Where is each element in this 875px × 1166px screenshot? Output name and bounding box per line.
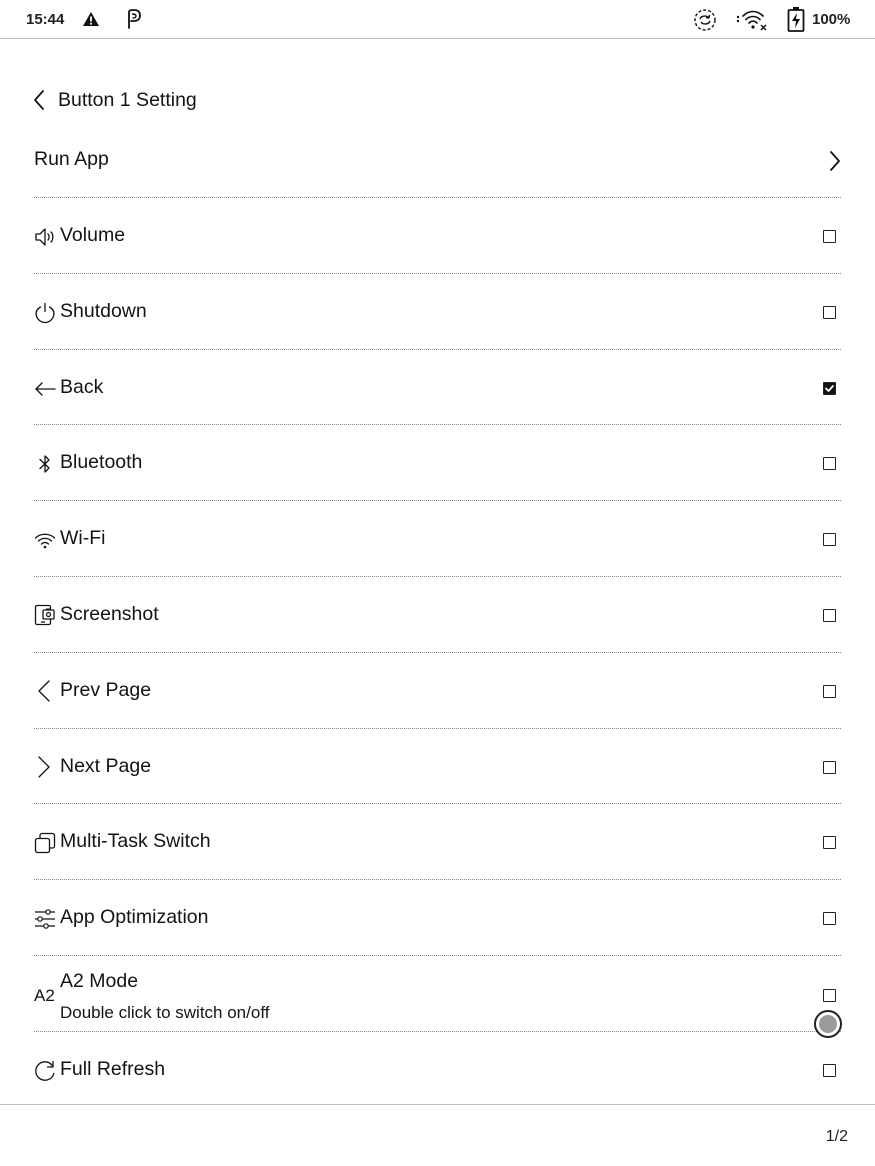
chevron-right-icon [34, 756, 56, 778]
volume-icon [34, 226, 56, 248]
option-row-prev-page[interactable] [34, 653, 841, 729]
arrow-left-icon [34, 378, 56, 400]
option-sublabel: Double click to switch on/off [60, 1002, 270, 1022]
status-time: 15:44 [26, 11, 65, 28]
option-row-shutdown[interactable] [34, 274, 841, 350]
option-checkbox-checked[interactable] [823, 382, 836, 395]
page-title: Button 1 Setting [58, 88, 197, 111]
wifi-icon [34, 529, 56, 551]
option-label: Wi-Fi [60, 527, 106, 550]
option-label: Next Page [60, 754, 152, 777]
chevron-left-icon[interactable] [30, 88, 50, 112]
page-indicator[interactable]: 1/2 [825, 1128, 848, 1145]
screenshot-icon [34, 604, 56, 626]
sync-icon [693, 8, 717, 32]
run-app-row[interactable] [34, 122, 841, 198]
option-label: Shutdown [60, 299, 147, 322]
button-action-list [34, 122, 841, 1108]
option-checkbox[interactable] [823, 533, 836, 546]
status-bar [0, 0, 875, 39]
option-checkbox[interactable] [823, 685, 836, 698]
option-label: Multi-Task Switch [60, 830, 211, 853]
battery-charging-icon [786, 6, 806, 33]
chevron-right-icon[interactable] [829, 150, 841, 172]
checkmark-icon [824, 383, 835, 394]
option-row-back[interactable] [34, 350, 841, 426]
parking-icon [123, 8, 143, 30]
option-row-bluetooth[interactable] [34, 425, 841, 501]
footer-divider [0, 1104, 875, 1105]
option-checkbox[interactable] [823, 609, 836, 622]
option-checkbox[interactable] [823, 457, 836, 470]
page-header[interactable] [30, 84, 197, 116]
option-row-next-page[interactable] [34, 729, 841, 805]
battery-percentage: 100% [812, 11, 851, 28]
chevron-left-icon [34, 680, 56, 702]
option-label: Volume [60, 224, 126, 246]
option-label: Back [60, 375, 104, 398]
option-checkbox[interactable] [823, 230, 836, 243]
option-row-app-optimization[interactable] [34, 880, 841, 956]
option-label: Bluetooth [60, 451, 143, 474]
option-row-volume[interactable] [34, 198, 841, 274]
sliders-icon [34, 908, 56, 930]
warning-icon [82, 11, 100, 27]
a2-icon-text: A2 [34, 985, 55, 1005]
option-checkbox[interactable] [823, 912, 836, 925]
option-row-multitask[interactable] [34, 804, 841, 880]
option-checkbox[interactable] [823, 836, 836, 849]
option-row-a2-mode[interactable] [34, 956, 841, 1032]
option-label: A2 Mode [60, 969, 139, 992]
option-label: App Optimization [60, 906, 209, 929]
power-icon [34, 302, 56, 324]
option-checkbox[interactable] [823, 989, 836, 1002]
refresh-icon [34, 1060, 56, 1082]
option-checkbox[interactable] [823, 1064, 836, 1077]
option-row-wifi[interactable] [34, 501, 841, 577]
option-checkbox[interactable] [823, 306, 836, 319]
option-label: Full Refresh [60, 1057, 166, 1080]
option-checkbox[interactable] [823, 761, 836, 774]
option-row-full-refresh[interactable] [34, 1032, 841, 1108]
option-label: Prev Page [60, 678, 152, 701]
option-label: Screenshot [60, 602, 159, 625]
option-row-screenshot[interactable] [34, 577, 841, 653]
bluetooth-icon [34, 453, 56, 475]
run-app-label: Run App [34, 148, 109, 170]
multitask-icon [34, 832, 56, 854]
wifi-icon [735, 8, 769, 32]
